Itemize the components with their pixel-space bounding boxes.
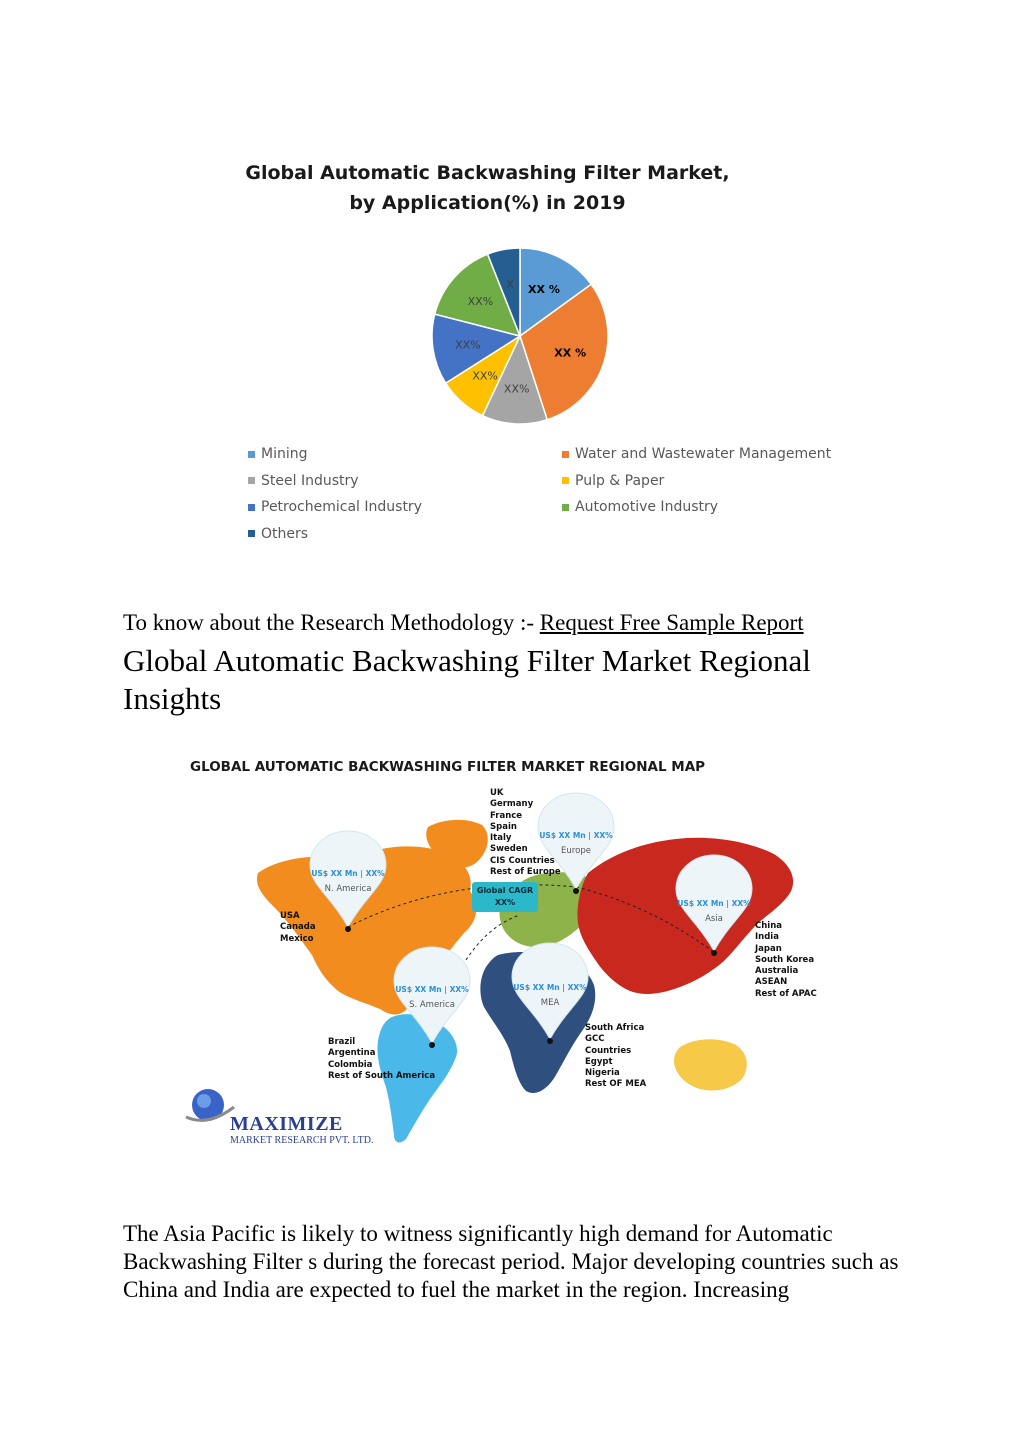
country-name: South Korea xyxy=(755,954,815,965)
legend-item xyxy=(248,446,308,462)
country-name: Egypt xyxy=(585,1056,613,1067)
pin-value-north-america: US$ XX Mn | XX% xyxy=(311,869,385,878)
legend-swatch xyxy=(562,477,569,484)
pie-label-water-and-wastewater-management: XX % xyxy=(554,346,587,360)
legend-item xyxy=(248,526,308,542)
country-name: India xyxy=(755,932,779,943)
legend-label: Others xyxy=(261,525,309,542)
country-name: Rest of South America xyxy=(328,1070,436,1081)
legend-label: Petrochemical Industry xyxy=(261,499,422,515)
pin-value-south-america: US$ XX Mn | XX% xyxy=(395,985,469,994)
country-list-europe xyxy=(490,788,561,878)
country-name: Spain xyxy=(490,821,517,832)
legend-swatch xyxy=(562,504,569,511)
legend-item xyxy=(248,499,422,515)
legend-swatch xyxy=(562,451,569,458)
methodology-line xyxy=(123,610,804,636)
legend-item xyxy=(562,446,831,462)
country-name: GCC xyxy=(585,1034,605,1045)
legend-swatch xyxy=(248,477,255,484)
body-paragraph: The Asia Pacific is likely to witness significantly high demand for Automatic Backwashing Filter s during the forecast period. Major developing countries such as China and India are expected to fuel the market in the region. Increasing xyxy=(123,1221,899,1302)
legend-label: Water and Wastewater Management xyxy=(575,446,832,462)
regional-map-figure xyxy=(180,755,820,1150)
country-name: Rest of APAC xyxy=(755,988,817,999)
pin-label-asia: Asia xyxy=(705,914,723,924)
pin-label-europe: Europe xyxy=(561,846,591,856)
country-name: Sweden xyxy=(490,844,528,855)
legend-item xyxy=(248,473,359,489)
pin-label-south-america: S. America xyxy=(409,1000,455,1010)
legend-label: Mining xyxy=(261,446,308,462)
country-name: France xyxy=(490,810,523,821)
country-name: Colombia xyxy=(328,1059,373,1070)
country-name: CIS Countries xyxy=(490,855,555,866)
country-list-asia xyxy=(755,921,817,1000)
legend-label: Steel Industry xyxy=(261,472,359,489)
legend-swatch xyxy=(248,530,255,537)
legend-swatch xyxy=(248,504,255,511)
map-title: GLOBAL AUTOMATIC BACKWASHING FILTER MARKET REGIONAL MAP xyxy=(190,759,706,775)
section-heading: Global Automatic Backwashing Filter Market Regional Insights xyxy=(123,643,811,716)
country-name: Rest OF MEA xyxy=(585,1079,647,1090)
oceania-landmass xyxy=(674,1039,747,1090)
country-name: Countries xyxy=(585,1045,632,1056)
country-name: Germany xyxy=(490,799,534,810)
pie-chart xyxy=(420,236,620,436)
legend-label: Pulp & Paper xyxy=(575,472,665,489)
pin-text-south-america xyxy=(392,985,472,1010)
pin-value-mea: US$ XX Mn | XX% xyxy=(513,983,587,992)
pie-label-steel-industry: XX% xyxy=(503,382,530,396)
country-name: Brazil xyxy=(328,1037,356,1047)
chart-title-line-2: by Application(%) in 2019 xyxy=(349,192,626,214)
global-cagr-badge xyxy=(472,882,538,912)
country-name: South Africa xyxy=(585,1023,645,1033)
pin-value-europe: US$ XX Mn | XX% xyxy=(539,831,613,840)
legend-label: Automotive Industry xyxy=(575,499,719,515)
country-name: USA xyxy=(280,911,300,921)
cagr-label: Global CAGR xyxy=(476,886,534,895)
country-list-north-america xyxy=(280,911,316,945)
country-name: ASEAN xyxy=(755,977,788,988)
cagr-value: XX% xyxy=(494,898,516,907)
pin-text-north-america xyxy=(308,869,388,894)
pie-label-mining: XX % xyxy=(528,282,560,296)
country-list-mea xyxy=(585,1023,646,1091)
pie-label-pulp-paper: XX% xyxy=(472,369,498,383)
country-name: UK xyxy=(490,788,504,798)
pin-value-asia: US$ XX Mn | XX% xyxy=(677,899,751,908)
legend-item xyxy=(562,473,664,489)
pin-text-asia xyxy=(674,899,754,924)
chart-title-line-1: Global Automatic Backwashing Filter Market, xyxy=(245,162,730,184)
country-name: Argentina xyxy=(328,1048,376,1059)
country-list-south-america xyxy=(328,1037,435,1082)
methodology-text: To know about the Research Methodology :- xyxy=(123,610,540,635)
maximize-logo xyxy=(184,1085,404,1145)
pin-label-north-america: N. America xyxy=(324,884,372,894)
request-sample-link[interactable]: Request Free Sample Report xyxy=(539,610,804,635)
legend-swatch xyxy=(248,451,255,458)
logo-subtitle: MARKET RESEARCH PVT. LTD. xyxy=(230,1135,374,1146)
pie-label-automotive-industry: XX% xyxy=(467,295,494,309)
chart-title xyxy=(220,158,755,218)
country-name: Mexico xyxy=(280,933,314,944)
pie-label-petrochemical-industry: XX% xyxy=(455,338,481,352)
pie-label-others: X xyxy=(506,278,514,292)
country-name: Nigeria xyxy=(585,1068,620,1079)
legend-item xyxy=(562,499,718,515)
country-name: Rest of Europe xyxy=(490,867,561,878)
country-name: Japan xyxy=(755,943,782,954)
pie-chart-figure xyxy=(220,150,840,560)
country-name: Australia xyxy=(755,966,799,977)
country-name: Italy xyxy=(490,833,512,844)
country-name: China xyxy=(755,921,782,931)
logo-name: MAXIMIZE xyxy=(230,1113,343,1135)
pin-text-mea xyxy=(510,983,590,1008)
pin-label-mea: MEA xyxy=(540,998,560,1008)
country-name: Canada xyxy=(280,922,316,933)
